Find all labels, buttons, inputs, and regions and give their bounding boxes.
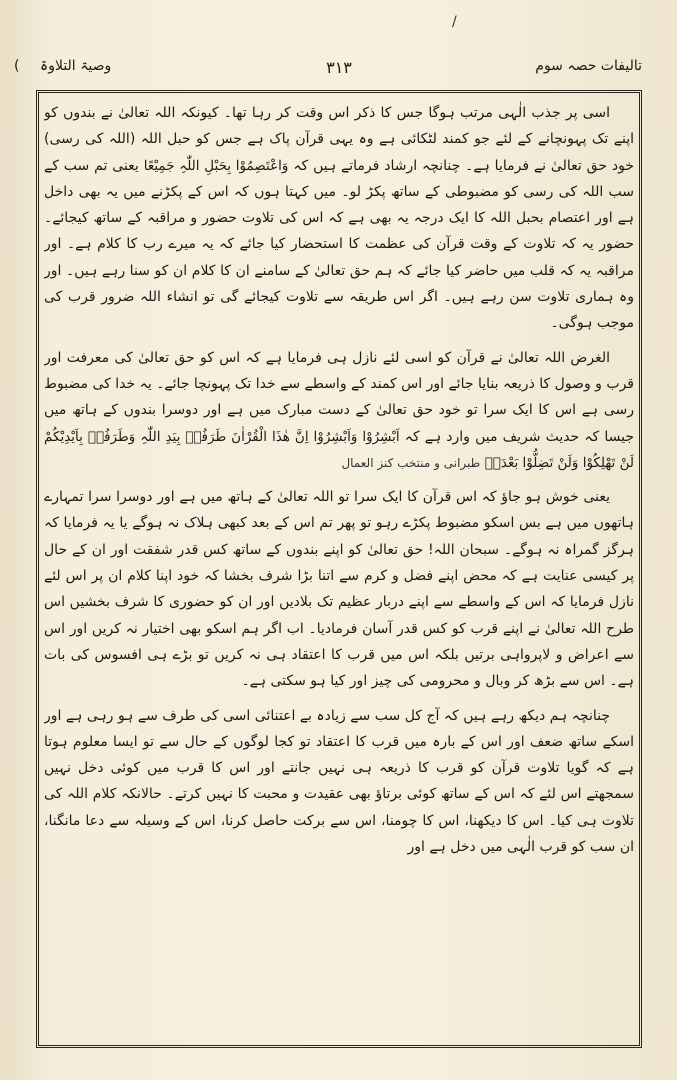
corner-mark: / (452, 14, 457, 30)
quran-verse: وَاعْتَصِمُوْا بِحَبْلِ اللّٰہِ جَمِیْعًا (143, 157, 289, 174)
running-title-left: وصیۃ التلاوۃ (40, 58, 112, 74)
paragraph-2 (44, 345, 634, 476)
paragraph-4-text: چنانچہ ہم دیکھ رہے ہیں کہ آج کل سب سے زیادہ بے اعتنائی اسی کی طرف سے ہو رہی ہے اور اسکے ساتھ ضعف اور اس کے بارہ میں قرب کا اعتقاد تو کجا لوگوں کے حال سے تو ایسا معلوم ہوتا ہے کہ گویا تلاوت قرآن کو قرب کا ذریعہ ہی نہیں جانتے اور اس کا قرب میں کوئی دخل نہیں سمجھتے اس لئے کہ اس کے ساتھ کوئی برتاؤ بھی عقیدت و محبت کا نہیں کرتے۔ حالانکہ کلام اللہ کی تلاوت ہی کیا۔ اس کا دیکھنا، اس کا چومنا، اس سے برکت حاصل کرنا، اس کے وسیلہ سے دعا مانگنا، ان سب کو قرب الٰہی میں دخل ہے اور (44, 707, 634, 856)
page-number: ٣١٣ (326, 58, 352, 77)
paragraph-3 (44, 484, 634, 694)
paragraph-1-text: اسی پر جذب الٰہی مرتب ہوگا جس کا ذکر اس وقت کر رہا تھا۔ کیونکہ اللہ تعالیٰ نے بندوں کو اپنے تک پہونچانے کے لئے جو کمند لٹکائی ہے وہ یہی قرآن پاک ہے جس کو حبل اللہ (اللہ کی رسی) خود حق تعالیٰ نے فرمایا ہے۔ چنانچہ ارشاد فرماتے ہیں کہ (44, 105, 634, 174)
paragraph-3-text: یعنی خوش ہو جاؤ کہ اس قرآن کا ایک سرا تو اللہ تعالیٰ کے ہاتھ میں ہے اور دوسرا سرا تمہارے ہاتھوں میں ہے بس اسکو مضبوط پکڑے رہو تو پھر تم اس کے بعد کبھی ہلاک نہ ہوگے یا یہ فرمایا کہ ہرگز گمراہ نہ ہوگے۔ سبحان اللہ! حق تعالیٰ کو اپنے بندوں کے ساتھ کس قدر شفقت اور ان کے حال پر کیسی عنایت ہے کہ محض اپنے فضل و کرم سے اتنا بڑا شرف بخشا کہ خود اپنا کلام ان پر اس لئے نازل فرمایا کہ اس کے واسطے سے اپنے دربار عظیم تک بلادیں اور ان کو حضوری کا شرف بخشیں اس طرح اللہ تعالیٰ نے اپنے قرب کو کس قدر آسان فرمادیا۔ اب اگر ہم اسکو بھی اختیار نہ کریں اور اس سے اعراض و لاپرواہی برتیں بلکہ اس میں قرب کا اعتقاد ہی نہ کریں تو بڑے ہی افسوس کی بات ہے۔ اس سے بڑھ کر وبال و محرومی کی چیز اور کیا ہو سکتی ہے۔ (44, 489, 634, 690)
hadith-reference: طبرانی و منتخب کنز العمال (341, 455, 481, 470)
paragraph-1 (44, 100, 634, 337)
page-body (44, 100, 634, 1040)
running-title-right: تالیفات حصہ سوم (535, 58, 642, 74)
hadith-text: اَبْشِرُوْا وَاَبْشِرُوْا اِنَّ ھٰذَا الْقُرْاٰنَ طَرَفُہٗ بِیَدِ اللّٰہِ وَطَرَفُہٗ بِاَیْدِیْکُمْ لَنْ تَھْلِکُوْا وَلَنْ تَضِلُّوْا بَعْدَہٗ (44, 428, 634, 471)
margin-mark: ( (14, 58, 20, 74)
paragraph-1-continuation: یعنی تم سب کے سب اللہ کی رسی کو مضبوطی کے ساتھ پکڑ لو۔ میں کہتا ہوں کہ اس کے پکڑنے میں یہ بھی داخل ہے اور اعتصام بحبل اللہ کا ایک درجہ یہ بھی ہے کہ اس کی تلاوت حضور و مراقبہ کے ساتھ کیجائے۔ حضور یہ کہ تلاوت کے وقت قرآن کی عظمت کا استحضار کیا جائے کہ یہ میرے رب کا کلام ہے۔ اور مراقبہ یہ کہ قلب میں حاضر کیا جائے کہ ہم حق تعالیٰ کے سامنے ان کا کلام ان کو سنا رہے ہیں۔ اور وہ ہماری تلاوت سن رہے ہیں۔ اگر اس طریقہ سے تلاوت کیجائے گی تو انشاء اللہ ضرور قرب کی موجب ہوگی۔ (44, 157, 634, 332)
paragraph-4 (44, 703, 634, 861)
paragraph-2-text: الغرض اللہ تعالیٰ نے قرآن کو اسی لئے نازل ہی فرمایا ہے کہ اس کو حق تعالیٰ کی معرفت اور قرب و وصول کا ذریعہ بنایا جائے اور اس کمند کے واسطے سے خدا تک پہونچا جائے۔ یہ خدا کی مضبوط رسی ہے اس کا ایک سرا تو خود حق تعالیٰ کے دست مبارک میں ہے اور دوسرا بندوں کے ہاتھ میں جیسا کہ حدیث شریف میں وارد ہے کہ (44, 349, 634, 445)
page-header (14, 58, 642, 88)
